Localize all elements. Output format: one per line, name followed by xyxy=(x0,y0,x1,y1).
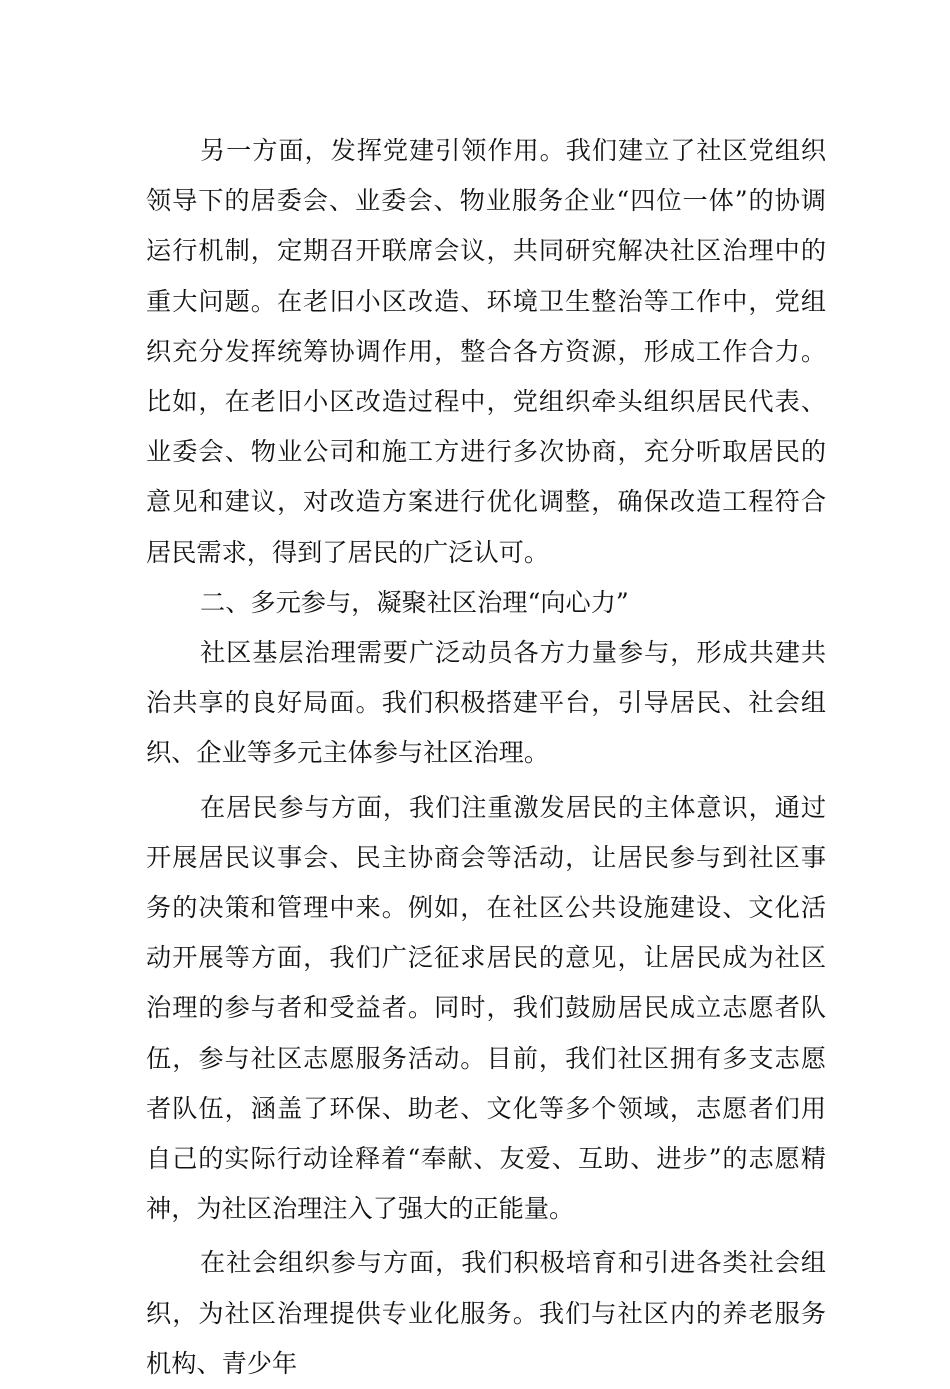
paragraph-party-leadership: 另一方面，发挥党建引领作用。我们建立了社区党组织领导下的居委会、业委会、物业服务企业“四位一体”的协调运行机制，定期召开联席会议，共同研究解决社区治理中的重大问题。在老旧小区改造、环境卫生整治等工作中，党组织充分发挥统筹协调作用，整合各方资源，形成工作合力。比如，在老旧小区改造过程中，党组织牵头组织居民代表、业委会、物业公司和施工方进行多次协商，充分听取居民的意见和建议，对改造方案进行优化调整，确保改造工程符合居民需求，得到了居民的广泛认可。 xyxy=(146,136,826,567)
section-heading-multi-participation: 二、多元参与，凝聚社区治理“向心力” xyxy=(200,587,629,617)
paragraph-resident-participation: 在居民参与方面，我们注重激发居民的主体意识，通过开展居民议事会、民主协商会等活动，让居民参与到社区事务的决策和管理中来。例如，在社区公共设施建设、文化活动开展等方面，我们广泛征求居民的意见，让居民成为社区治理的参与者和受益者。同时，我们鼓励居民成立志愿者队伍，参与社区志愿服务活动。目前，我们社区拥有多支志愿者队伍，涵盖了环保、助老、文化等多个领域，志愿者们用自己的实际行动诠释着“奉献、友爱、互助、进步”的志愿精神，为社区治理注入了强大的正能量。 xyxy=(146,792,826,1224)
paragraph-social-organization-participation: 在社会组织参与方面，我们积极培育和引进各类社会组织，为社区治理提供专业化服务。我们与社区内的养老服务机构、青少年 xyxy=(146,1248,826,1378)
document-body xyxy=(146,126,826,1389)
paragraph-broad-mobilization: 社区基层治理需要广泛动员各方力量参与，形成共建共治共享的良好局面。我们积极搭建平台，引导居民、社会组织、企业等多元主体参与社区治理。 xyxy=(146,638,826,768)
